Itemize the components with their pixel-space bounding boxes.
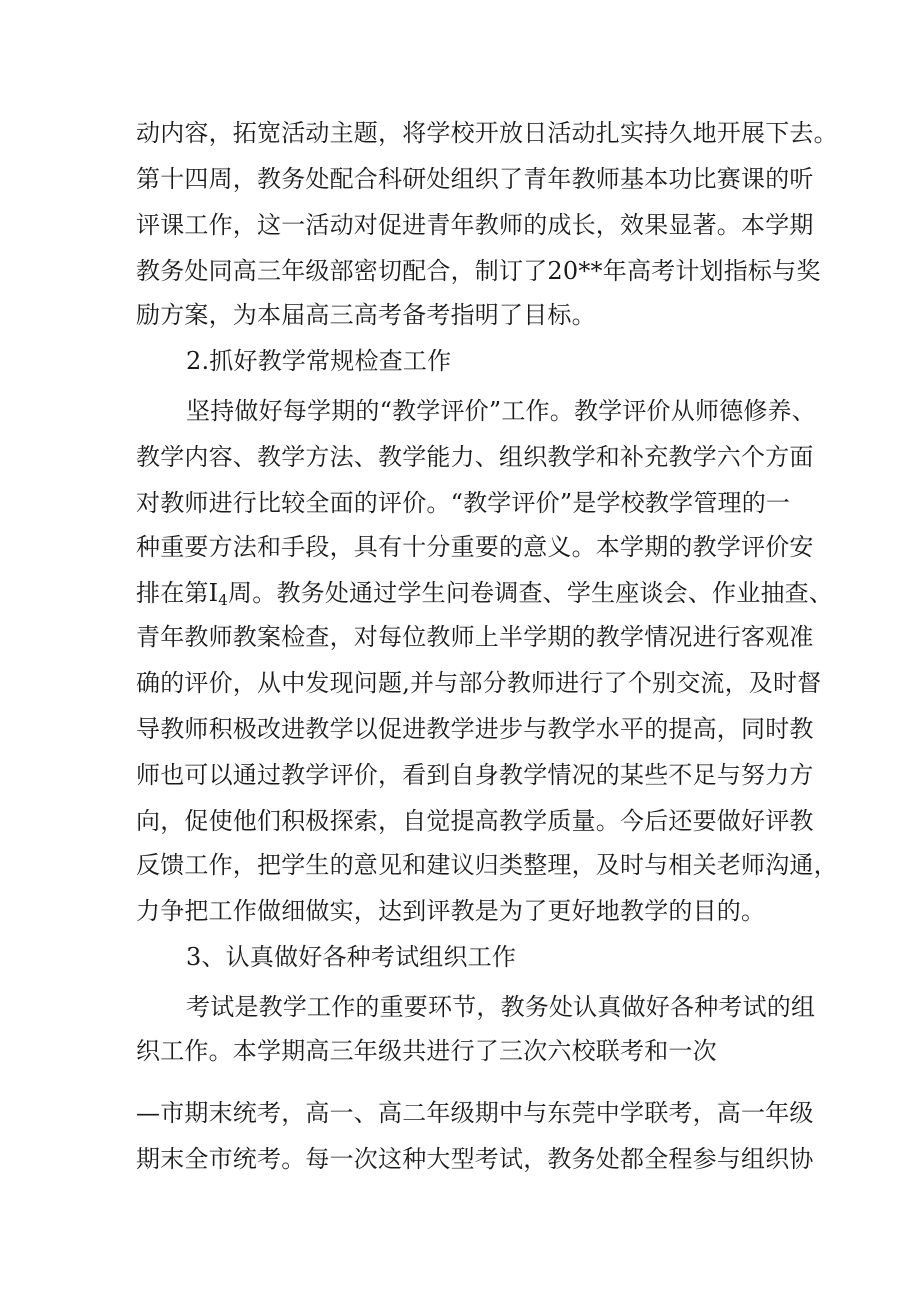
paragraph-line: 对教师进行比较全面的评价。“教学评价”是学校教学管理的一 <box>136 489 791 517</box>
paragraph-line: 坚持做好每学期的“教学评价”工作。教学评价从师德修养、 <box>186 397 816 425</box>
paragraph-line: 评课工作，这一活动对促进青年教师的成长，效果显著。本学期 <box>136 211 814 239</box>
text-run: 排在第 <box>136 579 209 607</box>
paragraph-line: 确的评价，从中发现问题,并与部分教师进行了个别交流，及时督 <box>136 669 822 697</box>
paragraph-line: 导教师积极改进教学以促进教学进步与教学水平的提高，同时教 <box>136 715 814 743</box>
subscript: 4 <box>218 591 229 609</box>
text-run: I <box>208 579 219 607</box>
paragraph-line: 种重要方法和手段，具有十分重要的意义。本学期的教学评价安 <box>136 533 814 561</box>
paragraph-line: 考试是教学工作的重要环节，教务处认真做好各种考试的组 <box>186 993 816 1021</box>
paragraph-line: 向，促使他们积极探索，自觉提高教学质量。今后还要做好评教 <box>136 807 814 835</box>
paragraph-line: 教学内容、教学方法、教学能力、组织教学和补充教学六个方面 <box>136 443 814 471</box>
paragraph-line: —市期末统考，高一、高二年级期中与东莞中学联考，高一年级 <box>136 1099 814 1127</box>
paragraph-line: 励方案，为本届高三高考备考指明了目标。 <box>136 301 596 329</box>
paragraph-line: 织工作。本学期高三年级共进行了三次六校联考和一次 <box>136 1037 717 1065</box>
paragraph-line: 动内容，拓宽活动主题，将学校开放日活动扎实持久地开展下去。 <box>136 119 838 147</box>
section-heading-2: 2.抓好教学常规检查工作 <box>186 347 452 375</box>
paragraph-line <box>136 578 833 608</box>
paragraph-line: 青年教师教案检查，对每位教师上半学期的教学情况进行客观准 <box>136 623 814 651</box>
text-run: 周。教务处通过学生问卷调查、学生座谈会、作业抽查、 <box>228 579 834 607</box>
paragraph-line: 第十四周，教务处配合科研处组织了青年教师基本功比赛课的听 <box>136 165 814 193</box>
paragraph-line: 师也可以通过教学评价，看到自身教学情况的某些不足与努力方 <box>136 761 814 789</box>
paragraph-line: 力争把工作做细做实，达到评教是为了更好地教学的目的。 <box>136 897 766 925</box>
paragraph-line: 反馈工作，把学生的意见和建议归类整理，及时与相关老师沟通， <box>136 851 838 879</box>
paragraph-line: 期末全市统考。每一次这种大型考试，教务处都全程参与组织协 <box>136 1145 814 1173</box>
paragraph-line: 教务处同高三年级部密切配合，制订了20**年高考计划指标与奖 <box>136 257 821 285</box>
section-heading-3: 3、认真做好各种考试组织工作 <box>186 943 517 971</box>
